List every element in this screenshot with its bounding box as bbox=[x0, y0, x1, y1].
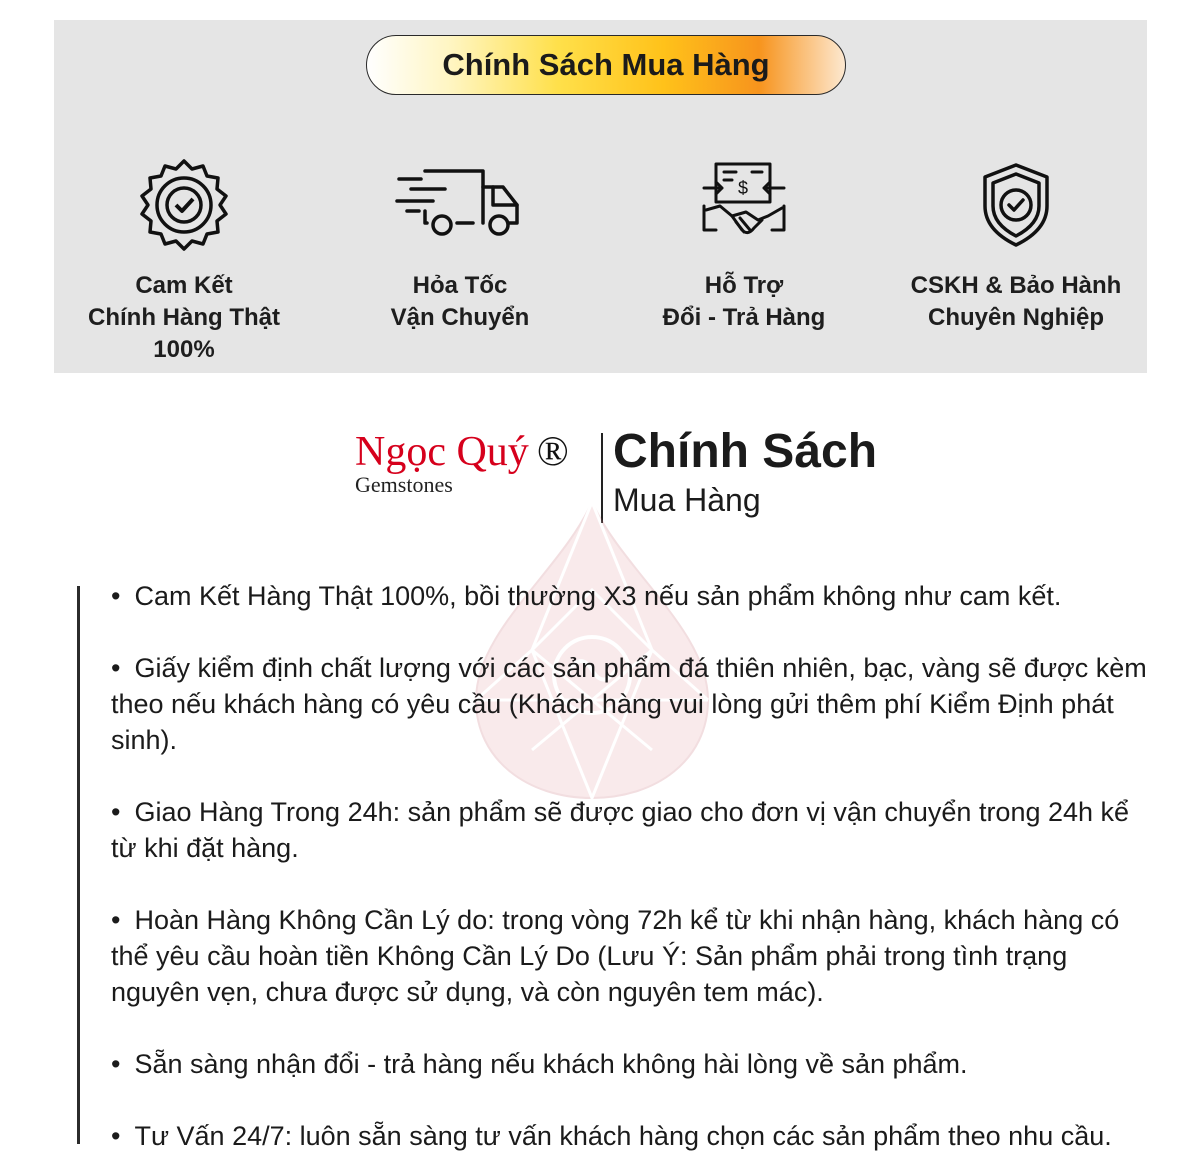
delivery-truck-icon bbox=[340, 150, 580, 260]
registered-mark: ® bbox=[536, 429, 569, 475]
list-item: • Sẵn sàng nhận đổi - trả hàng nếu khách không hài lòng về sản phẩm. bbox=[111, 1049, 968, 1079]
policy-heading-line-2: Mua Hàng bbox=[613, 482, 761, 518]
brand-logo bbox=[355, 428, 569, 498]
badge-check-icon bbox=[64, 150, 304, 260]
brand-subtitle: Gemstones bbox=[355, 472, 453, 497]
feature-customer-care bbox=[896, 150, 1136, 334]
list-item: • Giấy kiểm định chất lượng với các sản phẩm đá thiên nhiên, bạc, vàng sẽ được kèm theo nếu khách hàng có yêu cầu (Khách hàng vui lòng gửi thêm phí Kiểm Định phát sinh). bbox=[111, 653, 1147, 755]
svg-text:$: $ bbox=[738, 178, 749, 198]
shield-check-icon bbox=[896, 150, 1136, 260]
list-item: • Giao Hàng Trong 24h: sản phẩm sẽ được giao cho đơn vị vận chuyển trong 24h kể từ khi đặt hàng. bbox=[111, 797, 1130, 863]
feature-exchange-line-2: Đổi - Trả Hàng bbox=[662, 304, 826, 331]
feature-genuine-line-3: 100% bbox=[153, 336, 215, 363]
feature-genuine-line-2: Chính Hàng Thật bbox=[88, 304, 280, 331]
feature-genuine-line-1: Cam Kết bbox=[135, 272, 233, 299]
feature-care-line-1: CSKH & Bảo Hành bbox=[910, 272, 1122, 299]
list-item: • Cam Kết Hàng Thật 100%, bồi thường X3 nếu sản phẩm không như cam kết. bbox=[111, 581, 1062, 611]
feature-shipping-line-1: Hỏa Tốc bbox=[412, 272, 508, 299]
content-left-rule bbox=[77, 586, 80, 1144]
feature-exchange-support bbox=[624, 150, 864, 334]
list-item: • Hoàn Hàng Không Cần Lý do: trong vòng 72h kể từ khi nhận hàng, khách hàng có thể yêu cầu hoàn tiền Không Cần Lý Do (Lưu Ý: Sản phẩm phải trong tình trạng nguyên vẹn, chưa được sử dụng, và còn nguyên tem mác). bbox=[111, 905, 1120, 1007]
list-item: • Tư Vấn 24/7: luôn sẵn sàng tư vấn khách hàng chọn các sản phẩm theo nhu cầu. bbox=[111, 1121, 1112, 1151]
feature-care-line-2: Chuyên Nghiệp bbox=[927, 304, 1104, 331]
policy-heading-line-1: Chính Sách bbox=[613, 425, 878, 478]
feature-exchange-line-1: Hỗ Trợ bbox=[704, 272, 784, 299]
feature-shipping-line-2: Vận Chuyển bbox=[390, 304, 530, 331]
brand-name: Ngọc Quý bbox=[355, 429, 529, 475]
policy-banner bbox=[54, 20, 1147, 373]
feature-express-shipping bbox=[340, 150, 580, 334]
feature-genuine bbox=[64, 150, 304, 366]
handshake-exchange-icon bbox=[624, 150, 864, 260]
banner-title: Chính Sách Mua Hàng bbox=[366, 35, 846, 95]
